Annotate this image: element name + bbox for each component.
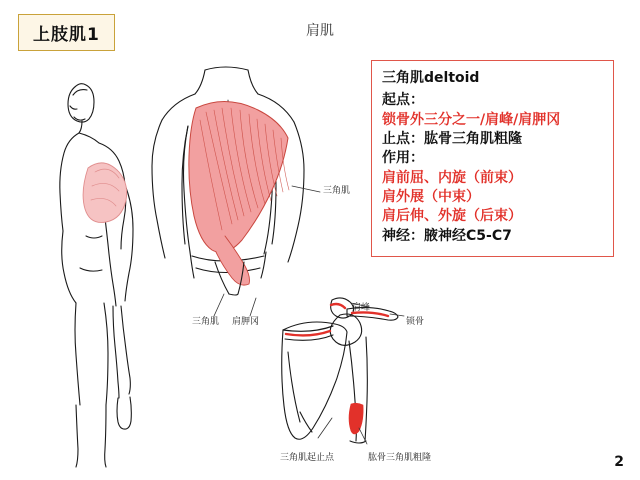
info-box-title: 三角肌deltoid [382,70,480,86]
info-line-action-2: 肩外展（中束） [382,188,480,205]
page-number: 2 [614,454,624,470]
info-line-insertion: 止点：肱骨三角肌粗隆 [382,130,522,147]
info-line-action-label: 作用： [382,150,424,167]
info-line-nerve: 神经：腋神经C5-C7 [382,227,512,244]
slide-title-badge: 上肢肌1 [18,14,115,51]
deltoid-right-label: 三角肌 [323,186,351,196]
info-line-action-3: 肩后伸、外旋（后束） [382,208,522,225]
posterior-torso-figure [152,67,304,295]
lateral-body-figure [60,84,133,467]
info-line-origin-value: 锁骨外三分之一/肩峰/肩胛冈 [382,111,561,128]
info-line-action-1: 肩前屈、内旋（前束） [382,169,522,186]
clavicle-label: 锁骨 [406,317,425,327]
shoulder-skeleton-figure [282,298,404,444]
deltoid-info-box [371,60,614,257]
deltoid-bottom-label: 三角肌 [192,317,220,327]
humerus-tuberosity-label: 肱骨三角肌粗隆 [368,453,432,463]
page-title: 肩肌 [306,23,334,39]
info-line-origin-label: 起点： [382,92,424,109]
acromion-label: 肩峰 [352,303,371,313]
scapular-spine-label: 肩胛冈 [232,317,260,327]
deltoid-origin-insertion-label: 三角肌起止点 [280,453,335,463]
